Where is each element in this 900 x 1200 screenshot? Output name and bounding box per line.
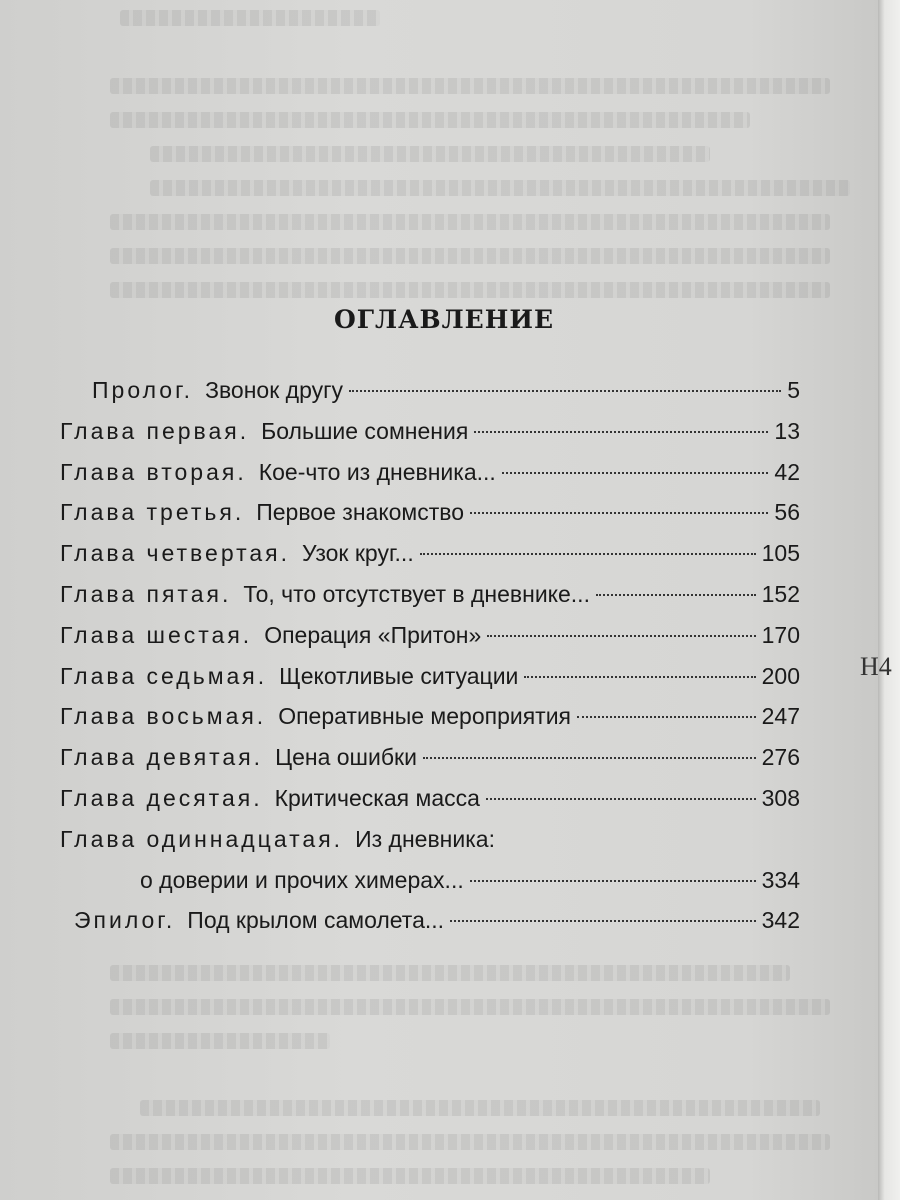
leader-dots: [577, 716, 756, 718]
adjacent-page-edge: [878, 0, 900, 1200]
toc-entry-multiline-first: [60, 819, 800, 860]
entry-label: Глава третья.: [60, 499, 245, 526]
toc-entry: [60, 492, 800, 533]
toc-entry: [60, 737, 800, 778]
bleed-through-line: [110, 214, 830, 230]
toc-entry: [60, 411, 800, 452]
bleed-through-line: [110, 282, 830, 298]
entry-page-number: 170: [761, 621, 800, 648]
entry-label: Глава четвертая.: [60, 540, 291, 567]
leader-dots: [349, 390, 781, 392]
toc-entry: [60, 656, 800, 697]
leader-dots: [502, 472, 769, 474]
bleed-through-line: [110, 1033, 330, 1049]
toc-entry: [60, 615, 800, 656]
entry-title: То, что отсутствует в дневнике...: [243, 580, 590, 607]
leader-dots: [470, 880, 756, 882]
entry-title: Критическая масса: [274, 784, 480, 811]
entry-title: Цена ошибки: [275, 744, 417, 771]
toc-entry-epilogue: [60, 900, 800, 941]
entry-title: Щекотливые ситуации: [279, 662, 519, 689]
entry-title: Операция «Притон»: [264, 621, 482, 648]
adjacent-page-text-fragment: Н4: [860, 652, 892, 681]
entry-title: Большие сомнения: [261, 417, 469, 444]
bleed-through-line: [110, 248, 830, 264]
bleed-through-line: [150, 146, 710, 162]
bleed-through-line: [110, 112, 750, 128]
entry-page-number: 13: [774, 417, 800, 444]
leader-dots: [450, 920, 756, 922]
table-of-contents: [60, 300, 800, 941]
bleed-through-line: [120, 10, 380, 26]
entry-label: Глава вторая.: [60, 458, 247, 485]
bleed-through-line: [150, 180, 850, 196]
entry-label: Глава одиннадцатая.: [60, 825, 344, 852]
entry-title: Под крылом самолета...: [187, 907, 445, 934]
entry-label: Глава девятая.: [60, 744, 264, 771]
leader-dots: [420, 553, 756, 555]
entry-label: Глава седьмая.: [60, 662, 268, 689]
bleed-through-line: [110, 1134, 830, 1150]
leader-dots: [474, 431, 768, 433]
entry-page-number: 247: [761, 703, 800, 730]
entry-title: Первое знакомство: [256, 499, 465, 526]
toc-entry: [60, 370, 800, 411]
toc-entry: [60, 533, 800, 574]
entry-label: Глава пятая.: [60, 580, 232, 607]
toc-entry: [60, 696, 800, 737]
entry-page-number: 152: [761, 580, 800, 607]
entry-title: Оперативные мероприятия: [278, 703, 572, 730]
entry-title: Узок круг...: [302, 540, 414, 567]
entry-label: Пролог.: [92, 377, 194, 403]
bleed-through-line: [110, 1168, 710, 1184]
entry-page-number: 5: [787, 377, 800, 403]
toc-entry: [60, 574, 800, 615]
entry-title-continued: о доверии и прочих химерах...: [140, 866, 464, 893]
entry-title: Звонок другу: [205, 377, 343, 403]
leader-dots: [423, 757, 756, 759]
leader-dots: [486, 798, 756, 800]
entry-page-number: 334: [761, 866, 800, 893]
entry-label: Глава первая.: [60, 417, 250, 444]
bleed-through-line: [110, 78, 830, 94]
bleed-through-line: [140, 1100, 820, 1116]
entry-label: Глава восьмая.: [60, 703, 267, 730]
toc-heading: ОГЛАВЛЕНИЕ: [333, 305, 555, 334]
entry-label: Глава десятая.: [60, 784, 263, 811]
leader-dots: [487, 635, 755, 637]
entry-page-number: 200: [761, 662, 800, 689]
entry-page-number: 105: [761, 540, 800, 567]
toc-entry: [60, 778, 800, 819]
entry-title: Кое-что из дневника...: [258, 458, 496, 485]
toc-entry: [60, 452, 800, 493]
bleed-through-line: [110, 999, 830, 1015]
entry-page-number: 308: [761, 784, 800, 811]
bleed-through-line: [110, 965, 790, 981]
leader-dots: [596, 594, 756, 596]
entry-title: Из дневника:: [355, 825, 495, 852]
entry-page-number: 342: [761, 907, 800, 934]
entry-label: Эпилог.: [74, 907, 176, 934]
entry-page-number: 42: [774, 458, 800, 485]
toc-entry-multiline-second: [60, 860, 800, 901]
entry-page-number: 56: [774, 499, 800, 526]
leader-dots: [470, 512, 768, 514]
entry-page-number: 276: [761, 744, 800, 771]
leader-dots: [524, 676, 755, 678]
entry-label: Глава шестая.: [60, 621, 253, 648]
